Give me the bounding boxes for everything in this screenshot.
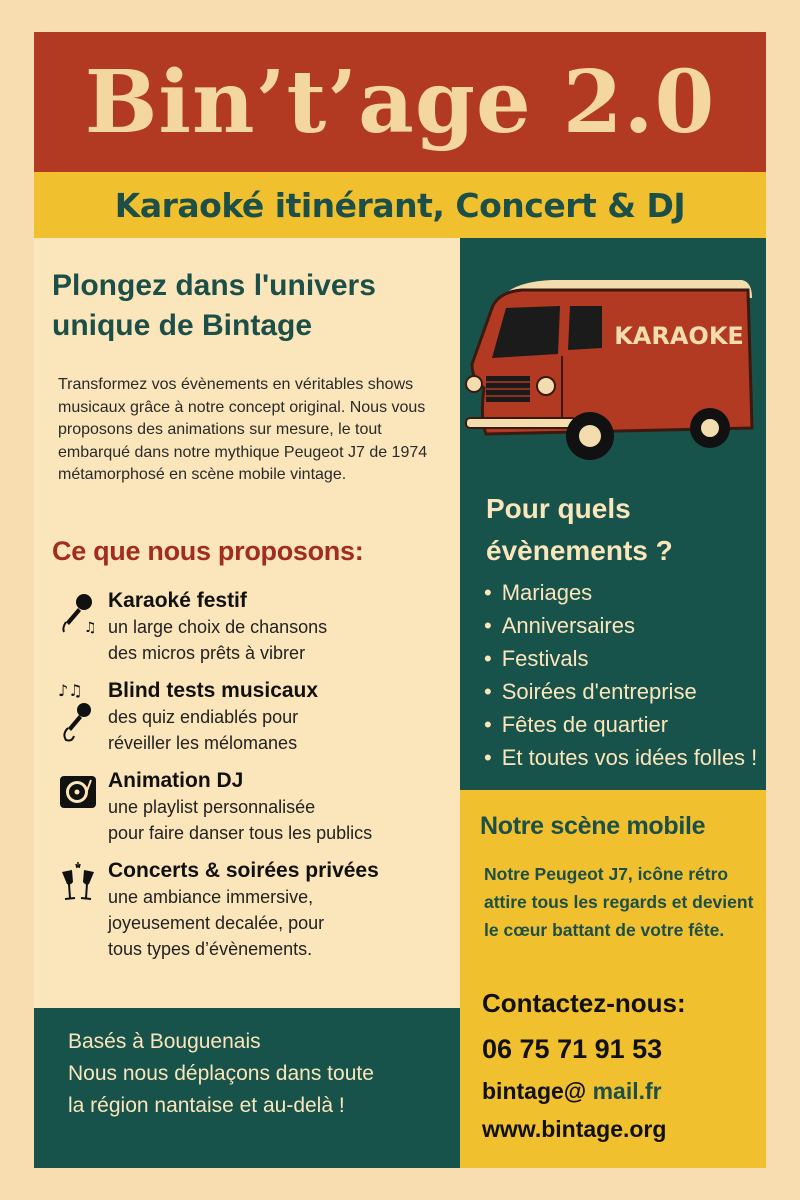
intro-title: Plongez dans l'univers unique de Bintage xyxy=(52,269,376,342)
left-column xyxy=(34,238,460,1008)
intro-text: Transformez vos évènements en véritables shows musicaux grâce à notre concept original. Nous vous proposons des animations sur mesure, le tout embarqué dans notre mythique Peugeot J7 de 1974 métamorphosé en scène mobile vintage. xyxy=(58,376,428,483)
subtitle-band xyxy=(34,172,766,238)
offer-desc: des micros prêts à vibrer xyxy=(108,643,306,663)
location-line: la région nantaise et au-delà ! xyxy=(68,1094,345,1117)
offer-desc: joyeusement decalée, pour xyxy=(108,913,325,933)
van-label: KARAOKE xyxy=(614,322,744,350)
flyer xyxy=(34,32,766,1168)
offer-name: Karaoké festif xyxy=(108,589,247,612)
event-item: • Fêtes de quartier xyxy=(484,708,757,741)
email-domain: mail.fr xyxy=(586,1078,662,1104)
offer-name: Concerts & soirées privées xyxy=(108,859,379,882)
events-panel xyxy=(460,238,766,790)
turntable-icon xyxy=(48,768,108,818)
champagne-glasses-icon xyxy=(48,858,108,908)
title-band xyxy=(34,32,766,172)
event-item: • Festivals xyxy=(484,642,757,675)
svg-text:♪♫: ♪♫ xyxy=(58,682,83,700)
offer-karaoke xyxy=(48,588,458,666)
offer-dj xyxy=(48,768,458,846)
offer-desc: des quiz endiablés pour xyxy=(108,707,299,727)
scene-title: Notre scène mobile xyxy=(480,812,706,840)
website-link[interactable]: www.bintage.org xyxy=(482,1116,667,1142)
offer-desc: réveiller les mélomanes xyxy=(108,733,298,753)
scene-text: Notre Peugeot J7, icône rétro attire tous les regards et devient le cœur battant de votre fête. xyxy=(484,864,754,940)
event-item: • Mariages xyxy=(484,576,757,609)
offer-name: Blind tests musicaux xyxy=(108,679,319,702)
microphone-music-icon xyxy=(48,678,108,728)
email-user: bintage@ xyxy=(482,1078,587,1104)
email-address[interactable] xyxy=(482,1078,662,1105)
offer-name: Animation DJ xyxy=(108,769,244,792)
contact-panel xyxy=(460,790,766,1168)
offer-blind-test xyxy=(48,678,458,756)
offer-desc: une ambiance immersive, xyxy=(108,887,314,907)
events-title: Pour quels évènements ? xyxy=(486,493,673,566)
events-list xyxy=(484,576,757,774)
brand-subtitle: Karaoké itinérant, Concert & DJ xyxy=(114,185,686,225)
event-item: • Soirées d'entreprise xyxy=(484,675,757,708)
event-item: • Anniversaires xyxy=(484,609,757,642)
offers-title: Ce que nous proposons: xyxy=(52,536,364,566)
karaoke-van-illustration xyxy=(462,268,762,468)
offer-desc: une playlist personnalisée xyxy=(108,797,316,817)
location-line: Nous nous déplaçons dans toute xyxy=(68,1062,374,1085)
offer-desc: un large choix de chansons xyxy=(108,617,328,637)
offer-concerts xyxy=(48,858,458,962)
location-line: Basés à Bouguenais xyxy=(68,1030,261,1053)
offers-list xyxy=(48,588,458,974)
offer-desc: pour faire danser tous les publics xyxy=(108,823,373,843)
svg-text:♫: ♫ xyxy=(84,620,97,634)
event-item: • Et toutes vos idées folles ! xyxy=(484,741,757,774)
offer-desc: tous types d’évènements. xyxy=(108,939,313,959)
location-box xyxy=(34,1008,460,1168)
contact-title: Contactez-nous: xyxy=(482,988,686,1018)
microphone-icon xyxy=(48,588,108,638)
brand-title: Bin’t’age 2.0 xyxy=(84,51,716,153)
phone-number[interactable]: 06 75 71 91 53 xyxy=(482,1034,663,1064)
